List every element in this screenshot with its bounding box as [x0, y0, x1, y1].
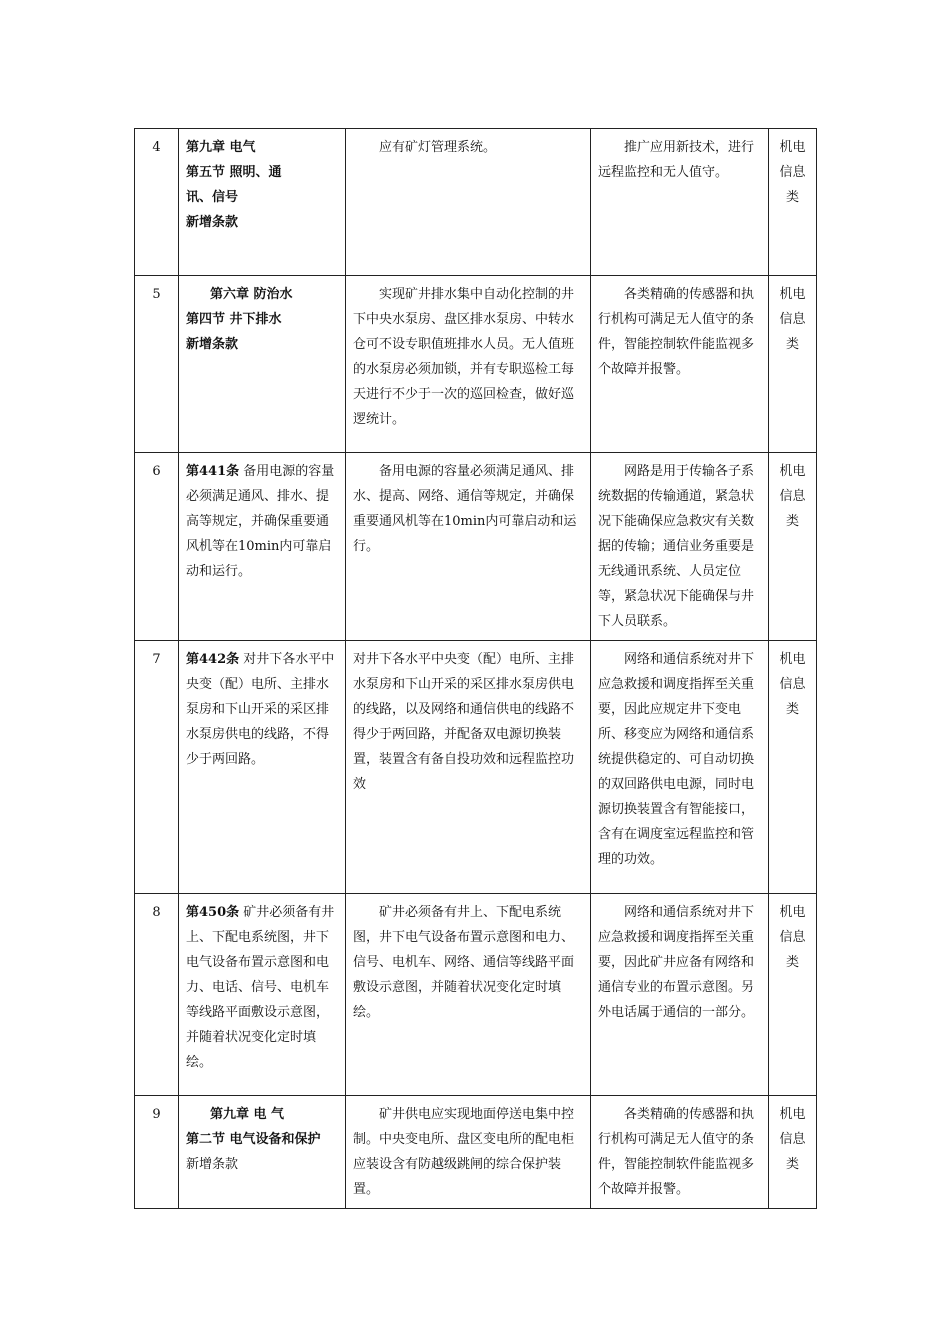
reason-cell: 网络和通信系统对井下应急救援和调度指挥至关重要，因此应规定井下变电所、移变应为网络和通信系统提供稳定的、可自动切换的双回路供电电源，同时电源切换装置含有智能接口，含有在调度室远程监控和管理的功效。	[591, 641, 769, 894]
clause-cell	[179, 641, 346, 894]
row-number: 8	[135, 894, 179, 1096]
clause-cell: 第六章 防治水 第四节 井下排水 新增条款	[179, 276, 346, 453]
clause-text: 备用电源的容量必须满足通风、排水、提高等规定，并确保重要通风机等在10min内可靠启动和运行。	[186, 464, 335, 579]
category-cell: 机电信息类	[769, 453, 817, 641]
content-cell: 实现矿井排水集中自动化控制的井下中央水泵房、盘区排水泵房、中转水仓可不设专职值班排水人员。无人值班的水泵房必须加锁，并有专职巡检工每天进行不少于一次的巡回检查，做好巡逻统计。	[346, 276, 591, 453]
table-row	[135, 641, 817, 894]
table-row	[135, 894, 817, 1096]
row-number: 7	[135, 641, 179, 894]
content-cell: 矿井必须备有井上、下配电系统图，井下电气设备布置示意图和电力、信号、电机车、网络、通信等线路平面敷设示意图，并随着状况变化定时填绘。	[346, 894, 591, 1096]
content-cell: 矿井供电应实现地面停送电集中控制。中央变电所、盘区变电所的配电柜应装设含有防越级跳闸的综合保护装置。	[346, 1096, 591, 1209]
reason-cell: 网路是用于传输各子系统数据的传输通道，紧急状况下能确保应急救灾有关数据的传输；通信业务重要是无线通讯系统、人员定位等，紧急状况下能确保与井下人员联系。	[591, 453, 769, 641]
category-cell: 机电信息类	[769, 894, 817, 1096]
table-row	[135, 453, 817, 641]
content-cell: 应有矿灯管理系统。	[346, 129, 591, 276]
clause-cell: 第九章 电气 第五节 照明、通 讯、信号 新增条款	[179, 129, 346, 276]
clause-text: 对井下各水平中央变（配）电所、主排水泵房和下山开采的采区排水泵房供电的线路，不得少于两回路。	[186, 652, 335, 767]
category-cell: 机电信息类	[769, 129, 817, 276]
category-cell: 机电信息类	[769, 641, 817, 894]
clause-cell	[179, 894, 346, 1096]
reason-cell: 推广应用新技术，进行远程监控和无人值守。	[591, 129, 769, 276]
clause-number: 第442条	[186, 652, 240, 667]
row-number: 5	[135, 276, 179, 453]
content-cell: 对井下各水平中央变（配）电所、主排水泵房和下山开采的采区排水泵房供电的线路，以及网络和通信供电的线路不得少于两回路，并配备双电源切换装置，装置含有备自投功效和远程监控功效	[346, 641, 591, 894]
clause-text: 矿井必须备有井上、下配电系统图，井下电气设备布置示意图和电力、电话、信号、电机车等线路平面敷设示意图，并随着状况变化定时填绘。	[186, 905, 335, 1070]
clause-number: 第441条	[186, 464, 240, 479]
row-number: 6	[135, 453, 179, 641]
clause-number: 第450条	[186, 905, 240, 920]
clause-cell: 第九章 电 气 第二节 电气设备和保护 新增条款	[179, 1096, 346, 1209]
row-number: 4	[135, 129, 179, 276]
content-cell: 备用电源的容量必须满足通风、排水、提高、网络、通信等规定，并确保重要通风机等在10min内可靠启动和运行。	[346, 453, 591, 641]
table-row	[135, 276, 817, 453]
regulation-table	[134, 128, 817, 1209]
table-row	[135, 129, 817, 276]
clause-cell	[179, 453, 346, 641]
category-cell: 机电信息类	[769, 1096, 817, 1209]
reason-cell: 各类精确的传感器和执行机构可满足无人值守的条件，智能控制软件能监视多个故障并报警。	[591, 276, 769, 453]
reason-cell: 各类精确的传感器和执行机构可满足无人值守的条件，智能控制软件能监视多个故障并报警。	[591, 1096, 769, 1209]
table-row	[135, 1096, 817, 1209]
reason-cell: 网络和通信系统对井下应急救援和调度指挥至关重要，因此矿井应备有网络和通信专业的布置示意图。另外电话属于通信的一部分。	[591, 894, 769, 1096]
category-cell: 机电信息类	[769, 276, 817, 453]
row-number: 9	[135, 1096, 179, 1209]
